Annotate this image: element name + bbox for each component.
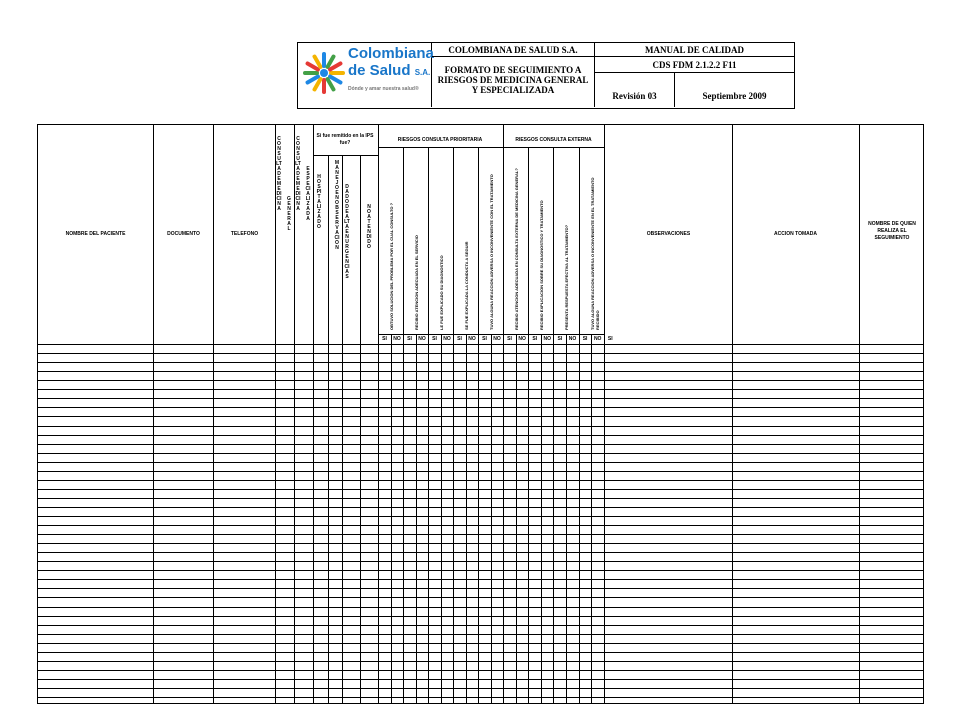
- table-row: [38, 435, 923, 436]
- header-si: SI: [382, 336, 387, 342]
- table-row: [38, 353, 923, 354]
- document-header: [297, 42, 795, 109]
- table-row: [38, 607, 923, 608]
- header-question: SE FUE EXPLICADA LA CONDUCTA A SEGUIR: [464, 241, 469, 330]
- format-code: CDS FDM 2.1.2.2 F11: [595, 57, 794, 73]
- header-no: NO: [393, 336, 401, 342]
- header-no: NO: [593, 336, 602, 342]
- header-question: TUVO ALGUNA REACCION ADVERSA O INCONVENIENTE CON EL TRATAMIENTO: [489, 174, 494, 330]
- header-question: PRESENTA RESPUESTA EFECTIVA AL TRATAMIENTO?: [564, 224, 570, 330]
- table-row: [38, 670, 923, 671]
- table-row: [38, 416, 923, 417]
- header-telefono: TELEFONO: [230, 231, 259, 237]
- table-row: [38, 525, 923, 526]
- logo-tagline: Dónde y amar nuestra salud®: [348, 86, 419, 92]
- table-row: [38, 579, 923, 580]
- header-prioritaria: RIESGOS CONSULTA PRIORITARIA: [397, 137, 483, 143]
- header-si: SI: [507, 336, 512, 342]
- table-row: [38, 480, 923, 481]
- table-row: [38, 697, 923, 698]
- table-row: [38, 679, 923, 680]
- header-accion-tomada: ACCION TOMADA: [774, 231, 817, 237]
- table-row: [38, 344, 923, 345]
- header-no: NO: [418, 336, 426, 342]
- table-row: [38, 588, 923, 589]
- header-question: LE FUE EXPLICADO SU DIAGNOSTICO: [439, 255, 444, 330]
- table-row: [38, 371, 923, 372]
- table-row: [38, 597, 923, 598]
- table-row: [38, 534, 923, 535]
- logo-line2: de Salud S.A.: [348, 62, 431, 79]
- table-row: [38, 643, 923, 644]
- grid-hline: [313, 155, 378, 156]
- header-question: RECIBIO ATENCION ADECUADA EN EL SERVICIO: [414, 235, 419, 330]
- header-remitido-4: NO ATENDIDO: [366, 204, 372, 250]
- table-row: [38, 625, 923, 626]
- header-externa: RIESGOS CONSULTA EXTERNA: [515, 137, 592, 143]
- logo-area: [298, 43, 432, 107]
- header-question: OBTUVO SOLUCION DEL PROBLEMA POR EL CUAL CONSULTO ?: [389, 202, 394, 330]
- grid-vline: [360, 155, 361, 703]
- table-row: [38, 389, 923, 390]
- header-remitido-2: MANEJO EN OBSERVACION: [334, 160, 340, 251]
- table-row: [38, 561, 923, 562]
- header-consulta-general-2: GENERAL: [287, 196, 291, 232]
- header-quien-seguimiento: NOMBRE DE QUIEN REALIZA EL SEGUIMIENTO: [868, 221, 916, 241]
- table-row: [38, 616, 923, 617]
- table-row: [38, 444, 923, 445]
- revision: Revisión 03: [595, 73, 675, 107]
- table-row: [38, 426, 923, 427]
- table-row: [38, 453, 923, 454]
- header-no: NO: [543, 336, 552, 342]
- table-row: [38, 570, 923, 571]
- table-row: [38, 489, 923, 490]
- header-documento: DOCUMENTO: [167, 231, 200, 237]
- table-row: [38, 516, 923, 517]
- table-row: [38, 380, 923, 381]
- company-name: COLOMBIANA DE SALUD S.A.: [432, 43, 595, 57]
- header-si: SI: [482, 336, 487, 342]
- header-nombre-paciente: NOMBRE DEL PACIENTE: [65, 231, 126, 237]
- header-question: TUVO ALGUNA REACCION ADVERSA O INCONVENIENTE EN EL TRATAMIENTO RECIBIDO: [589, 177, 600, 330]
- table-row: [38, 507, 923, 508]
- table-row: [38, 552, 923, 553]
- table-row: [38, 661, 923, 662]
- header-si: SI: [457, 336, 462, 342]
- header-question: RECIBIO ATENCION ADECUADA EN CONSULTA EXTERNA DE MEDICINA GENERAL?: [514, 168, 519, 330]
- table-row: [38, 462, 923, 463]
- header-remitido-3: DADO DE ALTA EN URGENCIAS: [344, 184, 350, 280]
- logo-line1: Colombiana: [348, 45, 434, 62]
- header-no: NO: [568, 336, 577, 342]
- colombiana-logo-icon: [302, 51, 346, 95]
- header-si: SI: [557, 336, 563, 342]
- header-consulta-general: CONSULTA DE MEDICINA: [276, 136, 282, 212]
- table-row: [38, 688, 923, 689]
- header-si: SI: [607, 336, 613, 342]
- grid-hline: [378, 147, 604, 148]
- manual-title: MANUAL DE CALIDAD: [595, 43, 794, 57]
- header-no: NO: [468, 336, 476, 342]
- header-remitido: Si fue remitido en la IPS fue?: [316, 133, 374, 146]
- header-no: NO: [518, 336, 526, 342]
- table-row: [38, 634, 923, 635]
- header-observaciones: OBSERVACIONES: [646, 231, 691, 237]
- header-no: NO: [493, 336, 501, 342]
- grid-vline: [328, 155, 329, 703]
- table-row: [38, 407, 923, 408]
- revision-date: Septiembre 2009: [702, 91, 767, 101]
- header-no: NO: [443, 336, 451, 342]
- table-row: [38, 471, 923, 472]
- table-row: [38, 362, 923, 363]
- table-row: [38, 398, 923, 399]
- format-title: FORMATO DE SEGUIMIENTO A RIESGOS DE MEDICINA GENERAL Y ESPECIALIZADA: [432, 57, 595, 107]
- header-si: SI: [582, 336, 588, 342]
- grid-vline: [342, 155, 343, 703]
- table-row: [38, 652, 923, 653]
- table-row: [38, 498, 923, 499]
- header-si: SI: [432, 336, 437, 342]
- header-si: SI: [532, 336, 538, 342]
- header-remitido-1: HOSPITALIZADO: [316, 174, 322, 230]
- header-consulta-especializada: CONSULTA DE MEDICINA: [295, 136, 301, 212]
- header-si: SI: [407, 336, 412, 342]
- header-consulta-especializada-2: ESPECIALIZADA: [305, 166, 311, 222]
- grid-hline: [378, 334, 604, 335]
- header-question: RECIBIO EXPLICACION SOBRE SU DIAGNOSTICO Y TRATAMIENTO: [539, 200, 545, 330]
- tracking-table: [37, 124, 924, 704]
- table-row: [38, 543, 923, 544]
